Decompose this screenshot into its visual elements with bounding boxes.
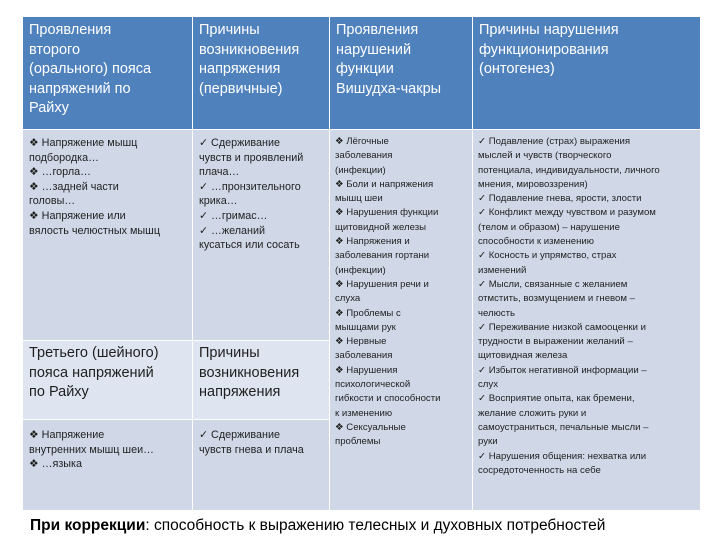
text-line: головы…: [29, 195, 76, 208]
text-line: ✓ …желаний: [199, 224, 266, 237]
oral-manifestations: [23, 130, 192, 340]
text-line: заболевания: [335, 150, 393, 162]
text-line: слуха: [335, 293, 361, 305]
text-line: чувств гнева и плача: [199, 443, 304, 456]
text-line: ❖ Напряжение мышц: [29, 137, 138, 149]
text-line: по Райху: [29, 384, 89, 400]
text-line: ❖ Напряжение или: [29, 209, 126, 222]
text-line: Третьего (шейного): [29, 345, 159, 361]
text-line: кусаться или сосать: [199, 239, 300, 252]
text-line: руки: [478, 436, 498, 448]
text-line: (телом и образом) – нарушение: [478, 221, 620, 233]
text-line: ❖ Нарушения речи и: [335, 278, 429, 290]
text-line: желание сложить руки и: [478, 407, 587, 419]
text-line: слух: [478, 379, 498, 391]
text-line: щитовидная железа: [478, 350, 568, 362]
text-line: (онтогенез): [479, 61, 555, 77]
text-line: напряжения: [199, 61, 281, 77]
text-line: Проявления: [336, 22, 419, 38]
text-line: (первичные): [199, 80, 283, 97]
text-line: функции: [336, 61, 394, 77]
text-line: ❖ Нарушения функции: [335, 207, 439, 219]
text-line: ❖ …языка: [29, 458, 82, 471]
text-line: вялость челюстных мышц: [29, 224, 161, 237]
text-line: заболевания: [335, 350, 393, 362]
text-line: потенциала, индивидуальности, личного: [478, 164, 660, 176]
text-line: изменений: [478, 264, 527, 276]
cervical-causes-header: [193, 341, 329, 419]
vishuddha-disorders-list: [330, 130, 472, 510]
col2-header: [193, 17, 329, 129]
text-line: ❖ …горла…: [29, 166, 91, 179]
text-line: ❖ Боли и напряжения: [335, 178, 434, 190]
text-line: самоустраниться, печальные мысли –: [478, 421, 649, 433]
text-line: напряжения: [199, 384, 281, 400]
text-line: ✓ Избыток негативной информации –: [478, 364, 647, 376]
text-line: Райху: [29, 100, 69, 116]
text-line: ❖ Сексуальные: [335, 421, 406, 433]
cervical-header: [23, 341, 192, 419]
text-line: Причины нарушения: [479, 22, 619, 38]
text-line: ✓ Конфликт между чувством и разумом: [478, 207, 656, 219]
text-line: ✓ Нарушения общения: нехватка или: [478, 450, 647, 462]
text-line: способности к изменению: [478, 236, 594, 248]
ontogenesis-list: [473, 130, 700, 510]
col1-header: [23, 17, 192, 129]
text-line: второго: [29, 41, 81, 58]
text-line: возникновения: [199, 41, 300, 58]
text-line: Причины: [199, 22, 260, 38]
footer-label: При коррекции: [30, 517, 146, 534]
text-line: ❖ Проблемы с: [335, 307, 401, 319]
text-line: трудности в выражении желаний –: [478, 336, 633, 348]
text-line: напряжений по: [29, 80, 131, 97]
text-line: (инфекции): [335, 264, 386, 276]
text-line: ❖ Нервные: [335, 336, 387, 348]
text-line: плача…: [199, 166, 240, 179]
text-line: ✓ …пронзительного: [199, 180, 301, 193]
text-line: ✓ Переживание низкой самооценки и: [478, 321, 646, 333]
text-line: гибкости и способности: [335, 393, 441, 405]
text-line: мыслей и чувств (творческого: [478, 150, 612, 162]
text-line: мышц шеи: [335, 193, 383, 205]
text-line: ❖ Лёгочные: [335, 136, 389, 147]
text-line: щитовидной железы: [335, 221, 427, 233]
text-line: пояса напряжений: [29, 364, 154, 381]
text-line: сосредоточенность на себе: [478, 464, 601, 476]
oral-causes: [193, 130, 329, 340]
text-line: Вишудха-чакры: [336, 80, 442, 97]
text-line: внутренних мышц шеи…: [29, 443, 154, 456]
text-line: ✓ Косность и упрямство, страх: [478, 250, 617, 262]
text-line: отмстить, возмущением и гневом –: [478, 293, 635, 305]
cervical-manifestations: [23, 420, 192, 510]
text-line: ✓ Мысли, связанные с желанием: [478, 278, 628, 290]
text-line: ✓ Подавление (страх) выражения: [478, 136, 631, 147]
text-line: чувств и проявлений: [199, 151, 304, 164]
text-line: крика…: [199, 195, 238, 208]
text-line: ❖ Нарушения: [335, 364, 398, 376]
text-line: (инфекции): [335, 164, 386, 176]
text-line: психологической: [335, 379, 411, 391]
text-line: подбородка…: [29, 151, 99, 164]
text-line: возникновения: [199, 364, 300, 381]
col4-header: [473, 17, 700, 129]
text-line: ✓ Сдерживание: [199, 429, 281, 441]
text-line: мышцами рук: [335, 321, 396, 333]
text-line: Проявления: [29, 22, 112, 38]
text-line: заболевания гортани: [335, 250, 430, 262]
text-line: ✓ Восприятие опыта, как бремени,: [478, 393, 635, 405]
text-line: мнения, мировоззрения): [478, 178, 588, 190]
text-line: проблемы: [335, 436, 381, 448]
text-line: ✓ Подавление гнева, ярости, злости: [478, 193, 642, 205]
text-line: (орального) пояса: [29, 61, 152, 77]
text-line: нарушений: [336, 41, 412, 58]
correction-footer: [30, 516, 720, 536]
text-line: ❖ Напряжения и: [335, 236, 410, 248]
text-line: ✓ …гримас…: [199, 209, 268, 222]
text-line: к изменению: [335, 407, 393, 419]
col3-header: [330, 17, 472, 129]
text-line: ✓ Сдерживание: [199, 137, 281, 149]
text-line: челюсть: [478, 307, 515, 319]
text-line: ❖ Напряжение: [29, 429, 105, 441]
cervical-causes: [193, 420, 329, 510]
text-line: Причины: [199, 345, 260, 361]
text-line: функционирования: [479, 41, 609, 58]
footer-text: : способность к выражению телесных и духовных потребностей: [145, 517, 606, 534]
text-line: ❖ …задней части: [29, 180, 119, 193]
